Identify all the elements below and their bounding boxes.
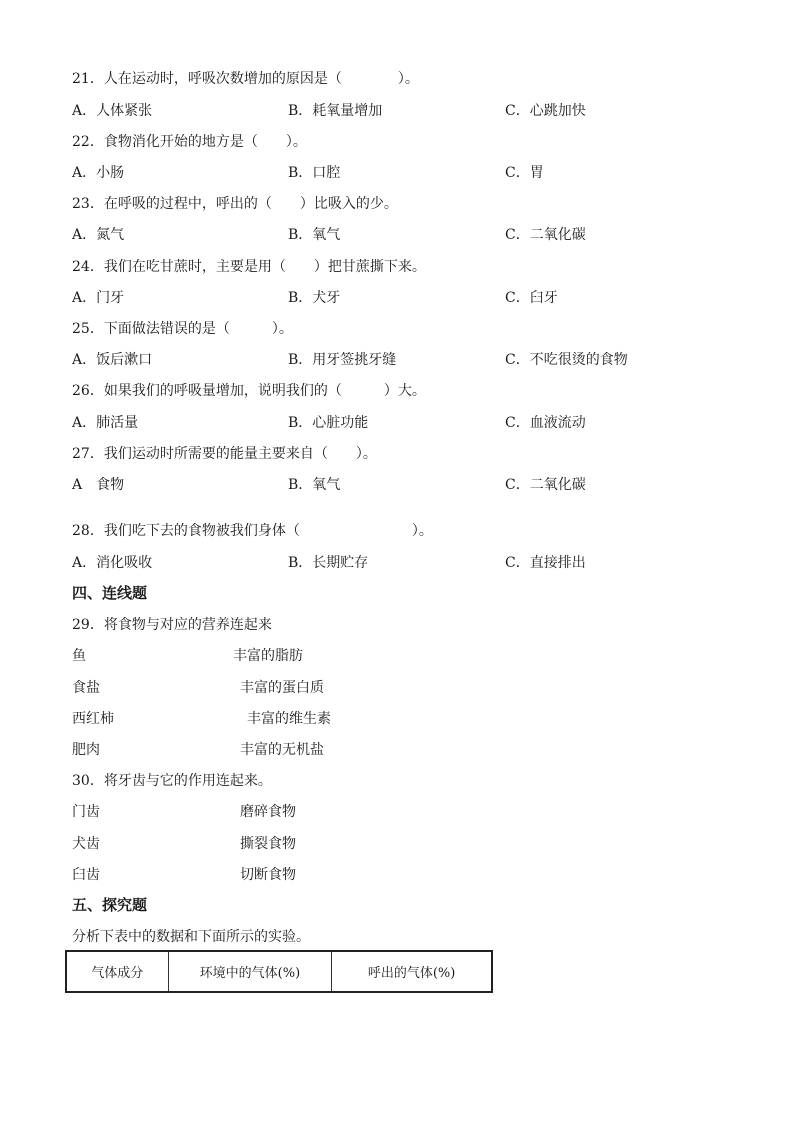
table-header-cell: 呼出的气体(%) (332, 951, 492, 992)
option-b: B．心脏功能 (288, 415, 369, 431)
option-a: A．肺活量 (72, 415, 139, 431)
question-stem: 25．下面做法错误的是（ ）。 (72, 321, 293, 337)
food-item: 食盐 (72, 680, 100, 696)
function-item: 磨碎食物 (240, 804, 296, 820)
inquiry-intro: 分析下表中的数据和下面所示的实验。 (72, 929, 310, 945)
question-30-stem: 30．将牙齿与它的作用连起来。 (72, 773, 272, 789)
option-a: A 食物 (72, 477, 125, 493)
option-a: A．氮气 (72, 227, 125, 243)
nutrient-item: 丰富的蛋白质 (240, 680, 324, 696)
nutrient-item: 丰富的脂肪 (233, 648, 303, 664)
option-b: B．耗氧量增加 (288, 103, 383, 119)
option-b: B．长期贮存 (288, 555, 369, 571)
section-heading-matching: 四、连线题 (72, 584, 148, 602)
food-item: 鱼 (72, 648, 86, 664)
question-stem: 27．我们运动时所需要的能量主要来自（ ）。 (72, 446, 377, 462)
tooth-item: 门齿 (72, 804, 100, 820)
question-stem: 22．食物消化开始的地方是（ ）。 (72, 134, 307, 150)
question-stem: 26．如果我们的呼吸量增加，说明我们的（ ）大。 (72, 383, 426, 399)
table-header-cell: 气体成分 (66, 951, 168, 992)
question-stem: 24．我们在吃甘蔗时，主要是用（ ）把甘蔗撕下来。 (72, 259, 426, 275)
question-stem: 28．我们吃下去的食物被我们身体（ ）。 (72, 523, 433, 539)
option-c: C．不吃很烫的食物 (505, 352, 628, 368)
option-c: C．直接排出 (505, 555, 586, 571)
tooth-item: 臼齿 (72, 867, 100, 883)
option-c: C．臼牙 (505, 290, 558, 306)
function-item: 切断食物 (240, 867, 296, 883)
option-b: B．氧气 (288, 477, 341, 493)
table-header-cell: 环境中的气体(%) (168, 951, 332, 992)
section-heading-inquiry: 五、探究题 (72, 896, 148, 914)
question-29-stem: 29．将食物与对应的营养连起来 (72, 617, 272, 633)
nutrient-item: 丰富的维生素 (247, 711, 331, 727)
option-a: A．饭后漱口 (72, 352, 153, 368)
tooth-item: 犬齿 (72, 836, 100, 852)
option-c: C．血液流动 (505, 415, 586, 431)
option-a: A．人体紧张 (72, 103, 153, 119)
function-item: 撕裂食物 (240, 836, 296, 852)
option-b: B．用牙签挑牙缝 (288, 352, 397, 368)
option-a: A．门牙 (72, 290, 125, 306)
nutrient-item: 丰富的无机盐 (240, 742, 324, 758)
table-header-row (66, 951, 492, 992)
option-b: B．氧气 (288, 227, 341, 243)
option-b: B．口腔 (288, 165, 341, 181)
option-c: C．二氧化碳 (505, 227, 586, 243)
food-item: 西红柿 (72, 711, 114, 727)
option-c: C．心跳加快 (505, 103, 586, 119)
option-a: A．消化吸收 (72, 555, 153, 571)
option-c: C．胃 (505, 165, 544, 181)
option-a: A．小肠 (72, 165, 125, 181)
option-b: B．犬牙 (288, 290, 341, 306)
gas-composition-table (65, 950, 493, 993)
food-item: 肥肉 (72, 742, 100, 758)
option-c: C．二氧化碳 (505, 477, 586, 493)
question-stem: 23．在呼吸的过程中，呼出的（ ）比吸入的少。 (72, 196, 398, 212)
question-stem: 21．人在运动时，呼吸次数增加的原因是（ ）。 (72, 71, 419, 87)
